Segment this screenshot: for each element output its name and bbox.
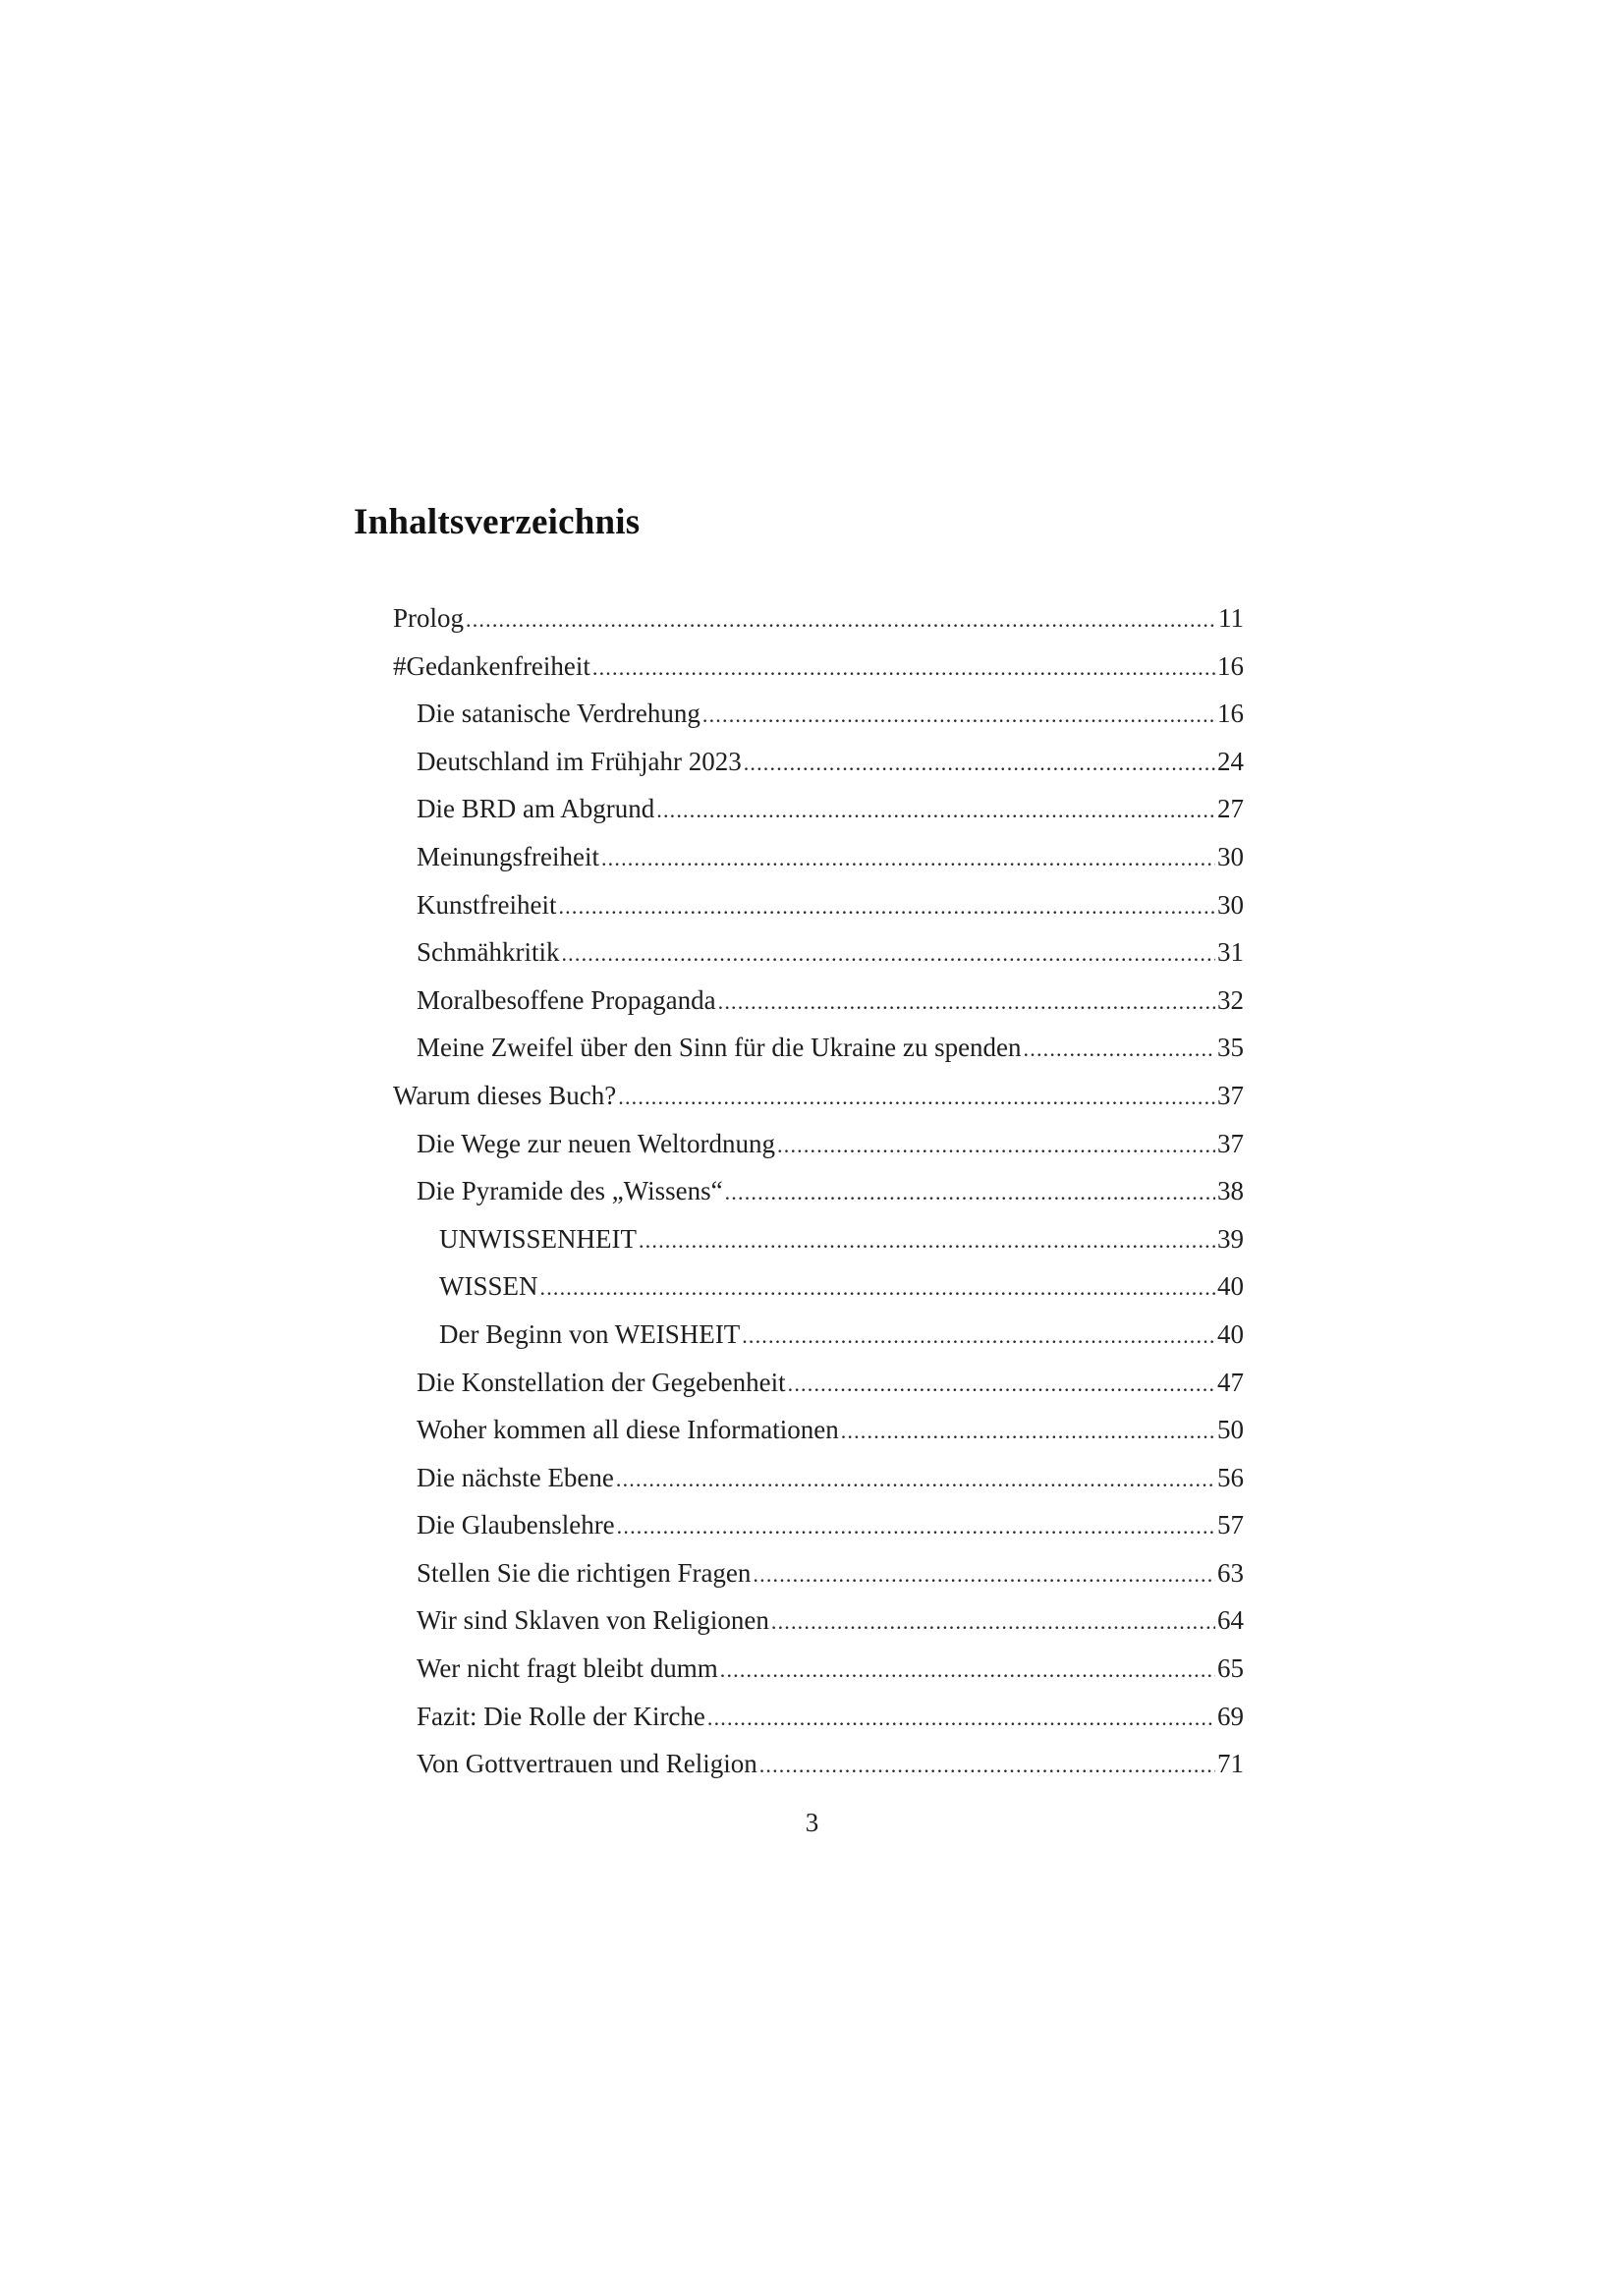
page-number: 3 — [805, 1808, 819, 1837]
toc-dot-leader — [725, 1169, 1215, 1217]
page-title: Inhaltsverzeichnis — [354, 502, 641, 542]
toc-entry[interactable] — [393, 1262, 1244, 1311]
toc-dot-leader — [702, 692, 1215, 740]
toc-entry-label: WISSEN — [439, 1271, 538, 1302]
toc-entry-label: Meinungsfreiheit — [417, 841, 599, 871]
toc-dot-leader — [601, 835, 1215, 883]
toc-entry[interactable] — [393, 1454, 1244, 1502]
toc-entry-page: 11 — [1218, 603, 1244, 633]
table-of-contents — [393, 594, 1244, 1788]
toc-entry-page: 63 — [1217, 1557, 1244, 1588]
toc-entry-page: 31 — [1217, 937, 1244, 968]
toc-dot-leader — [561, 930, 1215, 979]
toc-entry-label: Wer nicht fragt bleibt dumm — [417, 1653, 718, 1684]
toc-entry[interactable] — [393, 1120, 1244, 1168]
toc-entry-label: Die Wege zur neuen Weltordnung — [417, 1128, 776, 1158]
toc-entry-page: 30 — [1217, 841, 1244, 871]
toc-dot-leader — [618, 1074, 1215, 1122]
toc-entry[interactable] — [393, 1549, 1244, 1597]
toc-entry-page: 32 — [1217, 984, 1244, 1015]
toc-entry-label: Deutschland im Frühjahr 2023 — [417, 746, 742, 776]
toc-entry-label: Kunstfreiheit — [417, 889, 557, 920]
toc-entry-label: Warum dieses Buch? — [393, 1080, 617, 1110]
toc-entry-page: 50 — [1217, 1415, 1244, 1445]
toc-entry-page: 30 — [1217, 889, 1244, 920]
toc-entry-label: Die BRD am Abgrund — [417, 794, 655, 824]
toc-entry-label: Die Glaubenslehre — [417, 1510, 615, 1540]
toc-entry-label: Die Konstellation der Gegebenheit — [417, 1367, 786, 1397]
toc-entry-page: 57 — [1217, 1510, 1244, 1540]
toc-entry-label: Meine Zweifel über den Sinn für die Ukraine zu spenden — [417, 1033, 1022, 1063]
toc-entry-page: 40 — [1217, 1318, 1244, 1349]
toc-entry-label: Moralbesoffene Propaganda — [417, 984, 716, 1015]
toc-entry-label: Die satanische Verdrehung — [417, 699, 700, 729]
toc-dot-leader — [753, 1551, 1215, 1599]
toc-dot-leader — [617, 1503, 1215, 1551]
toc-dot-leader — [742, 1313, 1215, 1361]
toc-entry-label: Schmähkritik — [417, 937, 560, 968]
toc-entry[interactable] — [393, 1024, 1244, 1072]
toc-dot-leader — [466, 596, 1216, 644]
toc-entry-page: 35 — [1217, 1033, 1244, 1063]
toc-entry[interactable] — [393, 643, 1244, 691]
toc-entry-label: Prolog — [393, 603, 465, 633]
toc-entry[interactable] — [393, 1596, 1244, 1645]
toc-entry[interactable] — [393, 1406, 1244, 1454]
toc-entry[interactable] — [393, 785, 1244, 833]
toc-entry[interactable] — [393, 1645, 1244, 1693]
toc-entry-page: 37 — [1217, 1128, 1244, 1158]
toc-entry[interactable] — [393, 1072, 1244, 1120]
toc-entry[interactable] — [393, 833, 1244, 881]
toc-dot-leader — [616, 1456, 1215, 1504]
toc-entry-label: #Gedankenfreiheit — [393, 650, 590, 681]
toc-dot-leader — [1024, 1026, 1215, 1074]
toc-dot-leader — [707, 1695, 1215, 1743]
toc-entry-label: Der Beginn von WEISHEIT — [439, 1318, 741, 1349]
toc-entry-page: 71 — [1217, 1749, 1244, 1779]
toc-entry-page: 64 — [1217, 1605, 1244, 1636]
toc-dot-leader — [744, 740, 1215, 788]
toc-entry[interactable] — [393, 1215, 1244, 1263]
toc-entry-label: Woher kommen all diese Informationen — [417, 1415, 839, 1445]
toc-entry-label: Von Gottvertrauen und Religion — [417, 1749, 757, 1779]
toc-dot-leader — [718, 979, 1215, 1027]
toc-dot-leader — [771, 1598, 1215, 1647]
toc-entry[interactable] — [393, 977, 1244, 1025]
toc-entry-label: Wir sind Sklaven von Religionen — [417, 1605, 769, 1636]
toc-entry-label: UNWISSENHEIT — [439, 1223, 637, 1254]
toc-entry-label: Die nächste Ebene — [417, 1462, 614, 1492]
toc-dot-leader — [759, 1742, 1215, 1790]
toc-entry[interactable] — [393, 690, 1244, 738]
toc-entry-page: 27 — [1217, 794, 1244, 824]
toc-entry[interactable] — [393, 881, 1244, 929]
toc-dot-leader — [592, 644, 1215, 693]
toc-entry-page: 37 — [1217, 1080, 1244, 1110]
toc-entry-page: 65 — [1217, 1653, 1244, 1684]
toc-entry-page: 56 — [1217, 1462, 1244, 1492]
toc-entry[interactable] — [393, 594, 1244, 643]
toc-entry-label: Stellen Sie die richtigen Fragen — [417, 1557, 752, 1588]
toc-entry[interactable] — [393, 738, 1244, 786]
toc-entry-page: 69 — [1217, 1701, 1244, 1731]
toc-entry-page: 24 — [1217, 746, 1244, 776]
toc-entry[interactable] — [393, 1167, 1244, 1215]
toc-dot-leader — [841, 1408, 1215, 1456]
toc-dot-leader — [656, 787, 1215, 835]
toc-dot-leader — [720, 1647, 1215, 1695]
toc-dot-leader — [777, 1122, 1215, 1170]
toc-entry[interactable] — [393, 1311, 1244, 1359]
toc-dot-leader — [788, 1361, 1215, 1409]
toc-entry-label: Fazit: Die Rolle der Kirche — [417, 1701, 705, 1731]
toc-entry[interactable] — [393, 1740, 1244, 1788]
toc-dot-leader — [558, 883, 1215, 931]
toc-entry-page: 47 — [1217, 1367, 1244, 1397]
toc-entry-page: 40 — [1217, 1271, 1244, 1302]
toc-entry-label: Die Pyramide des „Wissens“ — [417, 1176, 723, 1206]
toc-entry-page: 38 — [1217, 1176, 1244, 1206]
toc-dot-leader — [639, 1217, 1215, 1265]
toc-entry[interactable] — [393, 1693, 1244, 1741]
toc-entry-page: 39 — [1217, 1223, 1244, 1254]
toc-entry[interactable] — [393, 928, 1244, 977]
toc-entry-page: 16 — [1217, 699, 1244, 729]
toc-entry[interactable] — [393, 1501, 1244, 1549]
toc-dot-leader — [540, 1264, 1216, 1313]
toc-entry[interactable] — [393, 1359, 1244, 1407]
toc-entry-page: 16 — [1217, 650, 1244, 681]
